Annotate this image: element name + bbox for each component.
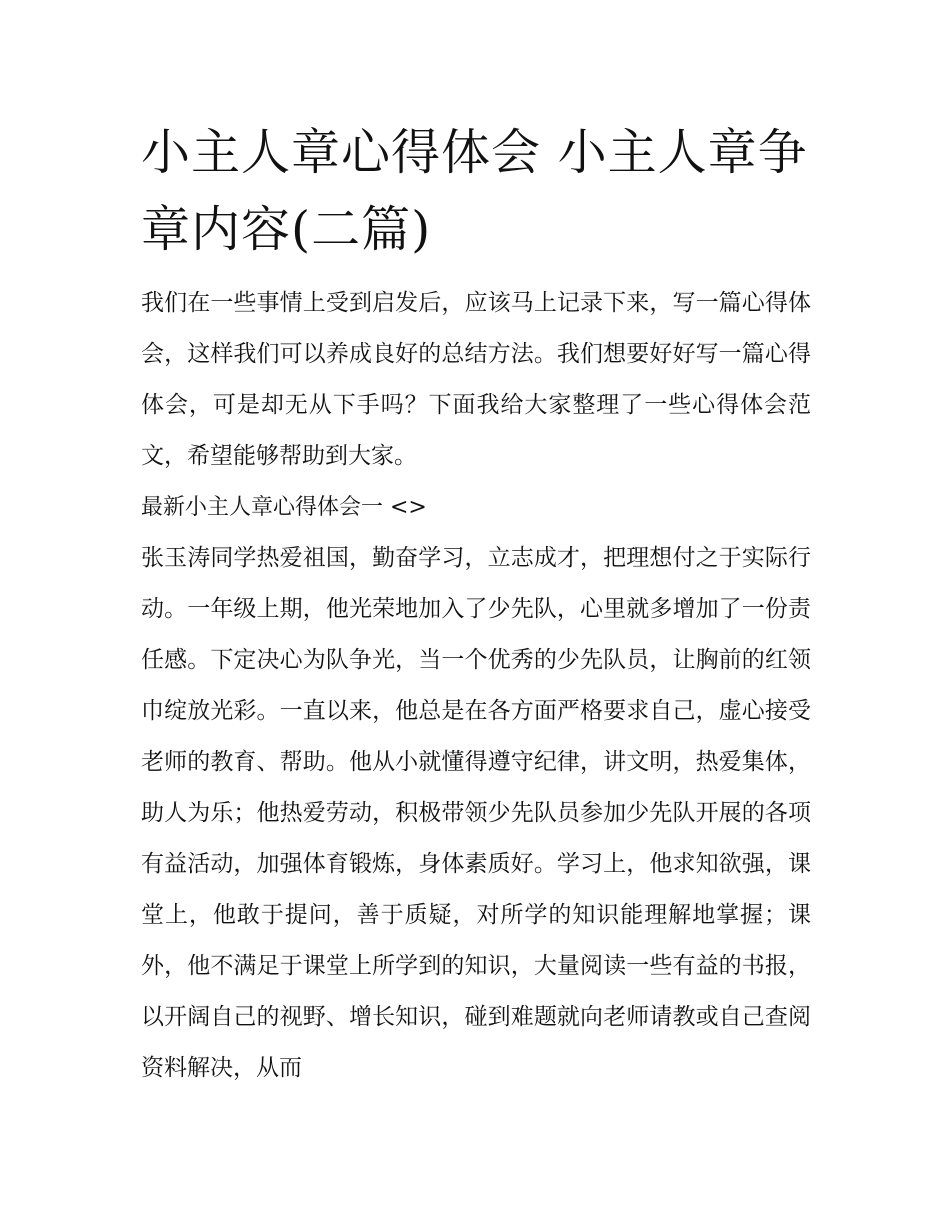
document-content	[141, 114, 811, 1094]
document-title: 小主人章心得体会 小主人章争章内容(二篇)	[141, 124, 808, 258]
intro-paragraph: 我们在一些事情上受到启发后，应该马上记录下来，写一篇心得体会，这样我们可以养成良好的总结方法。我们想要好好写一篇心得体会，可是却无从下手吗？下面我给大家整理了一些心得体会范文，希望能够帮助到大家。	[141, 290, 811, 469]
section-body-paragraph: 张玉涛同学热爱祖国，勤奋学习，立志成才，把理想付之于实际行动。一年级上期，他光荣地加入了少先队，心里就多增加了一份责任感。下定决心为队争光，当一个优秀的少先队员，让胸前的红领巾绽放光彩。一直以来，他总是在各方面严格要求自己，虚心接受老师的教育、帮助。他从小就懂得遵守纪律，讲文明，热爱集体，助人为乐；他热爱劳动，积极带领少先队员参加少先队开展的各项有益活动，加强体育锻炼，身体素质好。学习上，他求知欲强，课堂上，他敢于提问，善于质疑，对所学的知识能理解地掌握；课外，他不满足于课堂上所学到的知识，大量阅读一些有益的书报，以开阔自己的视野、增长知识，碰到难题就向老师请教或自己查阅资料解决，从而	[141, 545, 811, 1081]
section-heading: 最新小主人章心得体会一 <>	[141, 495, 427, 520]
